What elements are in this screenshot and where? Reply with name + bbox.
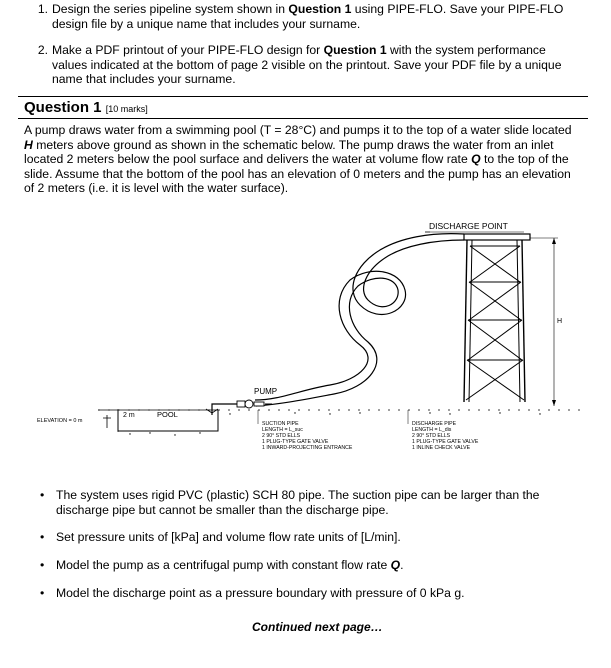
instruction-text: Design the series pipeline system shown in Question 1 using PIPE-FLO. Save your PIPE-FLO design file by a unique name that includes your surname. bbox=[52, 2, 564, 31]
svg-text:LENGTH = L_dis: LENGTH = L_dis bbox=[412, 427, 452, 433]
bullet-pump-model: • Model the pump as a centrifugal pump with constant flow rate Q. bbox=[40, 558, 404, 572]
bullet-icon: • bbox=[40, 530, 45, 544]
bullet-units: • Set pressure units of [kPa] and volume flow rate units of [L/min]. bbox=[40, 530, 401, 544]
h-label: H bbox=[557, 318, 563, 325]
arrow-up-icon bbox=[552, 238, 556, 244]
svg-text:1 INWARD-PROJECTING ENTRANCE: 1 INWARD-PROJECTING ENTRANCE bbox=[262, 445, 353, 451]
heading-top-rule bbox=[18, 96, 588, 97]
svg-text:2 90° STD ELLS: 2 90° STD ELLS bbox=[262, 433, 301, 439]
instruction-number: 1. bbox=[37, 2, 48, 16]
bullet-discharge-boundary: • Model the discharge point as a pressure boundary with pressure of 0 kPa g. bbox=[40, 586, 465, 600]
tower-bracing bbox=[466, 246, 524, 400]
svg-text:LENGTH = L_suc: LENGTH = L_suc bbox=[262, 427, 303, 433]
tower-leg bbox=[464, 240, 467, 402]
instruction-text: Make a PDF printout of your PIPE-FLO design for Question 1 with the system performance values indicated at the bottom of page 2 visible on the printout. Save your PDF file by a unique name that includes your surname. bbox=[52, 43, 562, 86]
instruction-2 bbox=[28, 43, 598, 88]
problem-statement: A pump draws water from a swimming pool (T = 28°C) and pumps it to the top of a water slide located H meters above ground as shown in the schematic below. The pump draws the water from an inlet located 2 meters below the pool surface and delivers the water at volume flow rate Q to the top of the slide. Assume that the bottom of the pool has an elevation of 0 meters and the pump has an elevation of 2 meters (i.e. it is level with the water surface). bbox=[24, 123, 572, 196]
svg-text:1 INLINE CHECK VALVE: 1 INLINE CHECK VALVE bbox=[412, 445, 471, 451]
svg-text:2 90° STD ELLS: 2 90° STD ELLS bbox=[412, 433, 451, 439]
pump-label: PUMP bbox=[254, 387, 278, 396]
schematic-diagram bbox=[0, 210, 611, 472]
elevation-label: ELEVATION = 0 m bbox=[37, 418, 83, 424]
platform bbox=[464, 234, 530, 240]
heading-rule bbox=[18, 118, 588, 119]
question-marks: [10 marks] bbox=[105, 104, 148, 114]
tower-leg bbox=[517, 240, 520, 402]
discharge-pipe-notes bbox=[412, 421, 479, 451]
discharge-point-label: DISCHARGE POINT bbox=[429, 221, 508, 231]
arrow-down-icon bbox=[552, 400, 556, 406]
svg-text:DISCHARGE PIPE: DISCHARGE PIPE bbox=[412, 421, 457, 427]
svg-text:1 PLUG-TYPE GATE VALVE: 1 PLUG-TYPE GATE VALVE bbox=[412, 439, 479, 445]
pool-label: POOL bbox=[157, 410, 178, 419]
suction-pipe bbox=[212, 404, 237, 415]
tower-leg bbox=[522, 240, 525, 402]
bullet-icon: • bbox=[40, 586, 45, 600]
datum-icon bbox=[103, 415, 111, 428]
suction-pipe-notes bbox=[262, 421, 353, 451]
question-title: Question 1 [10 marks] bbox=[24, 99, 148, 116]
ground-texture bbox=[129, 412, 540, 435]
svg-text:1 PLUG-TYPE GATE VALVE: 1 PLUG-TYPE GATE VALVE bbox=[262, 439, 329, 445]
bullet-icon: • bbox=[40, 488, 45, 502]
svg-text:SUCTION PIPE: SUCTION PIPE bbox=[262, 421, 299, 427]
instruction-number: 2. bbox=[37, 43, 48, 57]
bullet-icon: • bbox=[40, 558, 45, 572]
pump-icon bbox=[237, 400, 264, 408]
water-slide bbox=[255, 234, 464, 406]
bullet-pipe-material: • The system uses rigid PVC (plastic) SCH 80 pipe. The suction pipe can be larger than the discharge pipe but cannot be smaller than the discharge pipe. bbox=[40, 488, 540, 517]
instruction-1 bbox=[28, 2, 598, 32]
continued-note: Continued next page… bbox=[252, 620, 383, 634]
depth-label: 2 m bbox=[123, 412, 135, 419]
